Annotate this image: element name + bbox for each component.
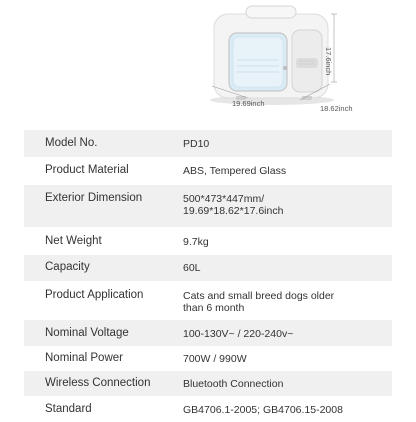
width-dimension-label: 19.69inch [232,99,265,108]
spec-label: Wireless Connection [45,377,151,389]
spec-row-standard [24,397,392,422]
depth-dimension-label: 18.62inch [320,104,353,113]
spec-value: ABS, Tempered Glass [183,165,287,177]
spec-label: Nominal Voltage [45,327,129,339]
pet-dryer-image [0,0,416,122]
spec-row-capacity [24,255,392,282]
spec-label: Net Weight [45,235,102,247]
spec-label: Product Application [45,289,144,301]
spec-row-dimension [24,185,392,228]
product-illustration [0,0,416,122]
spec-value: PD10 [183,138,210,150]
spec-row-power [24,347,392,371]
spec-value: 60L [183,262,201,274]
spec-value: 500*473*447mm/ 19.69*18.62*17.6inch [183,193,284,218]
spec-row-material [24,158,392,185]
spec-value: Cats and small breed dogs older than 6 month [183,290,335,315]
spec-value: 700W / 990W [183,353,247,365]
spec-row-wireless [24,371,392,397]
spec-label: Product Material [45,164,129,176]
spec-label: Exterior Dimension [45,192,143,204]
spec-label: Standard [45,403,92,415]
spec-row-application [24,282,392,320]
spec-value: 9.7kg [183,236,209,248]
spec-value: 100-130V~ / 220-240v~ [183,328,294,340]
height-dimension-label: 17.6inch [324,47,333,76]
spec-table [24,130,392,422]
spec-value: Bluetooth Connection [183,378,284,390]
spec-row-model [24,130,392,158]
spec-label: Capacity [45,261,90,273]
spec-label: Model No. [45,137,98,149]
spec-label: Nominal Power [45,352,123,364]
spec-value: GB4706.1-2005; GB4706.15-2008 [183,404,343,416]
spec-row-weight [24,228,392,255]
spec-row-voltage [24,320,392,347]
